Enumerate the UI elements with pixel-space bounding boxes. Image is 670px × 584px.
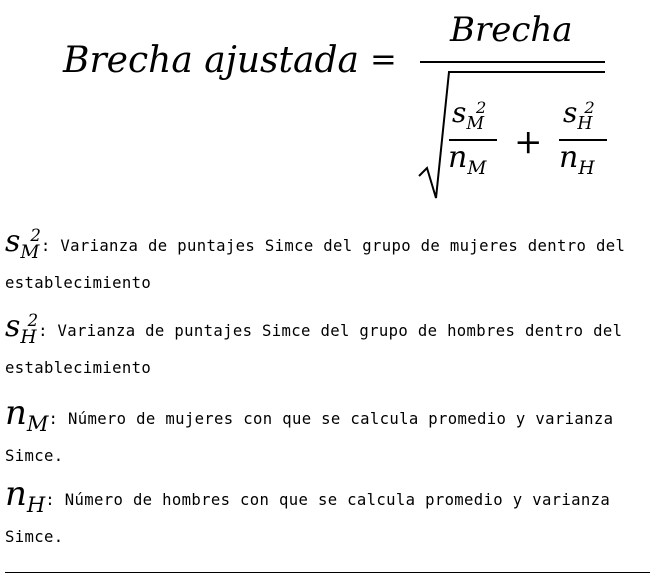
definition-text: : Número de hombres con que se calcula promedio y varianza Simce. [5, 491, 611, 546]
definition-text: : Varianza de puntajes Simce del grupo de mujeres dentro del establecimiento [5, 237, 626, 292]
definition-text: : Número de mujeres con que se calcula promedio y varianza Simce. [5, 410, 614, 465]
definition-symbol: $s_M^2$ [5, 224, 41, 263]
count-men-symbol: $n_H$ [559, 140, 595, 180]
definition-count-men [5, 474, 667, 556]
definition-symbol: $s_H^2$ [5, 309, 39, 348]
count-women-symbol: $n_M$ [448, 140, 487, 180]
formula-lhs: Brecha ajustada [63, 40, 359, 81]
plus-sign: + [514, 122, 543, 162]
definition-variance-women [5, 224, 667, 302]
definition-symbol: $n_H$ [5, 474, 46, 518]
definition-variance-men [5, 309, 667, 387]
definition-text: : Varianza de puntajes Simce del grupo de hombres dentro del establecimiento [5, 322, 623, 377]
variance-women-symbol: $s_M^2$ [452, 96, 487, 134]
adjusted-gap-formula [0, 0, 670, 205]
variance-men-symbol: $s_H^2$ [563, 96, 595, 134]
square-root-sign [419, 72, 605, 198]
equals-sign: = [370, 40, 397, 78]
formula-numerator: Brecha [450, 10, 573, 50]
definition-symbol: $n_M$ [5, 393, 49, 437]
footnote-separator-line [5, 572, 650, 573]
definition-count-women [5, 393, 667, 475]
